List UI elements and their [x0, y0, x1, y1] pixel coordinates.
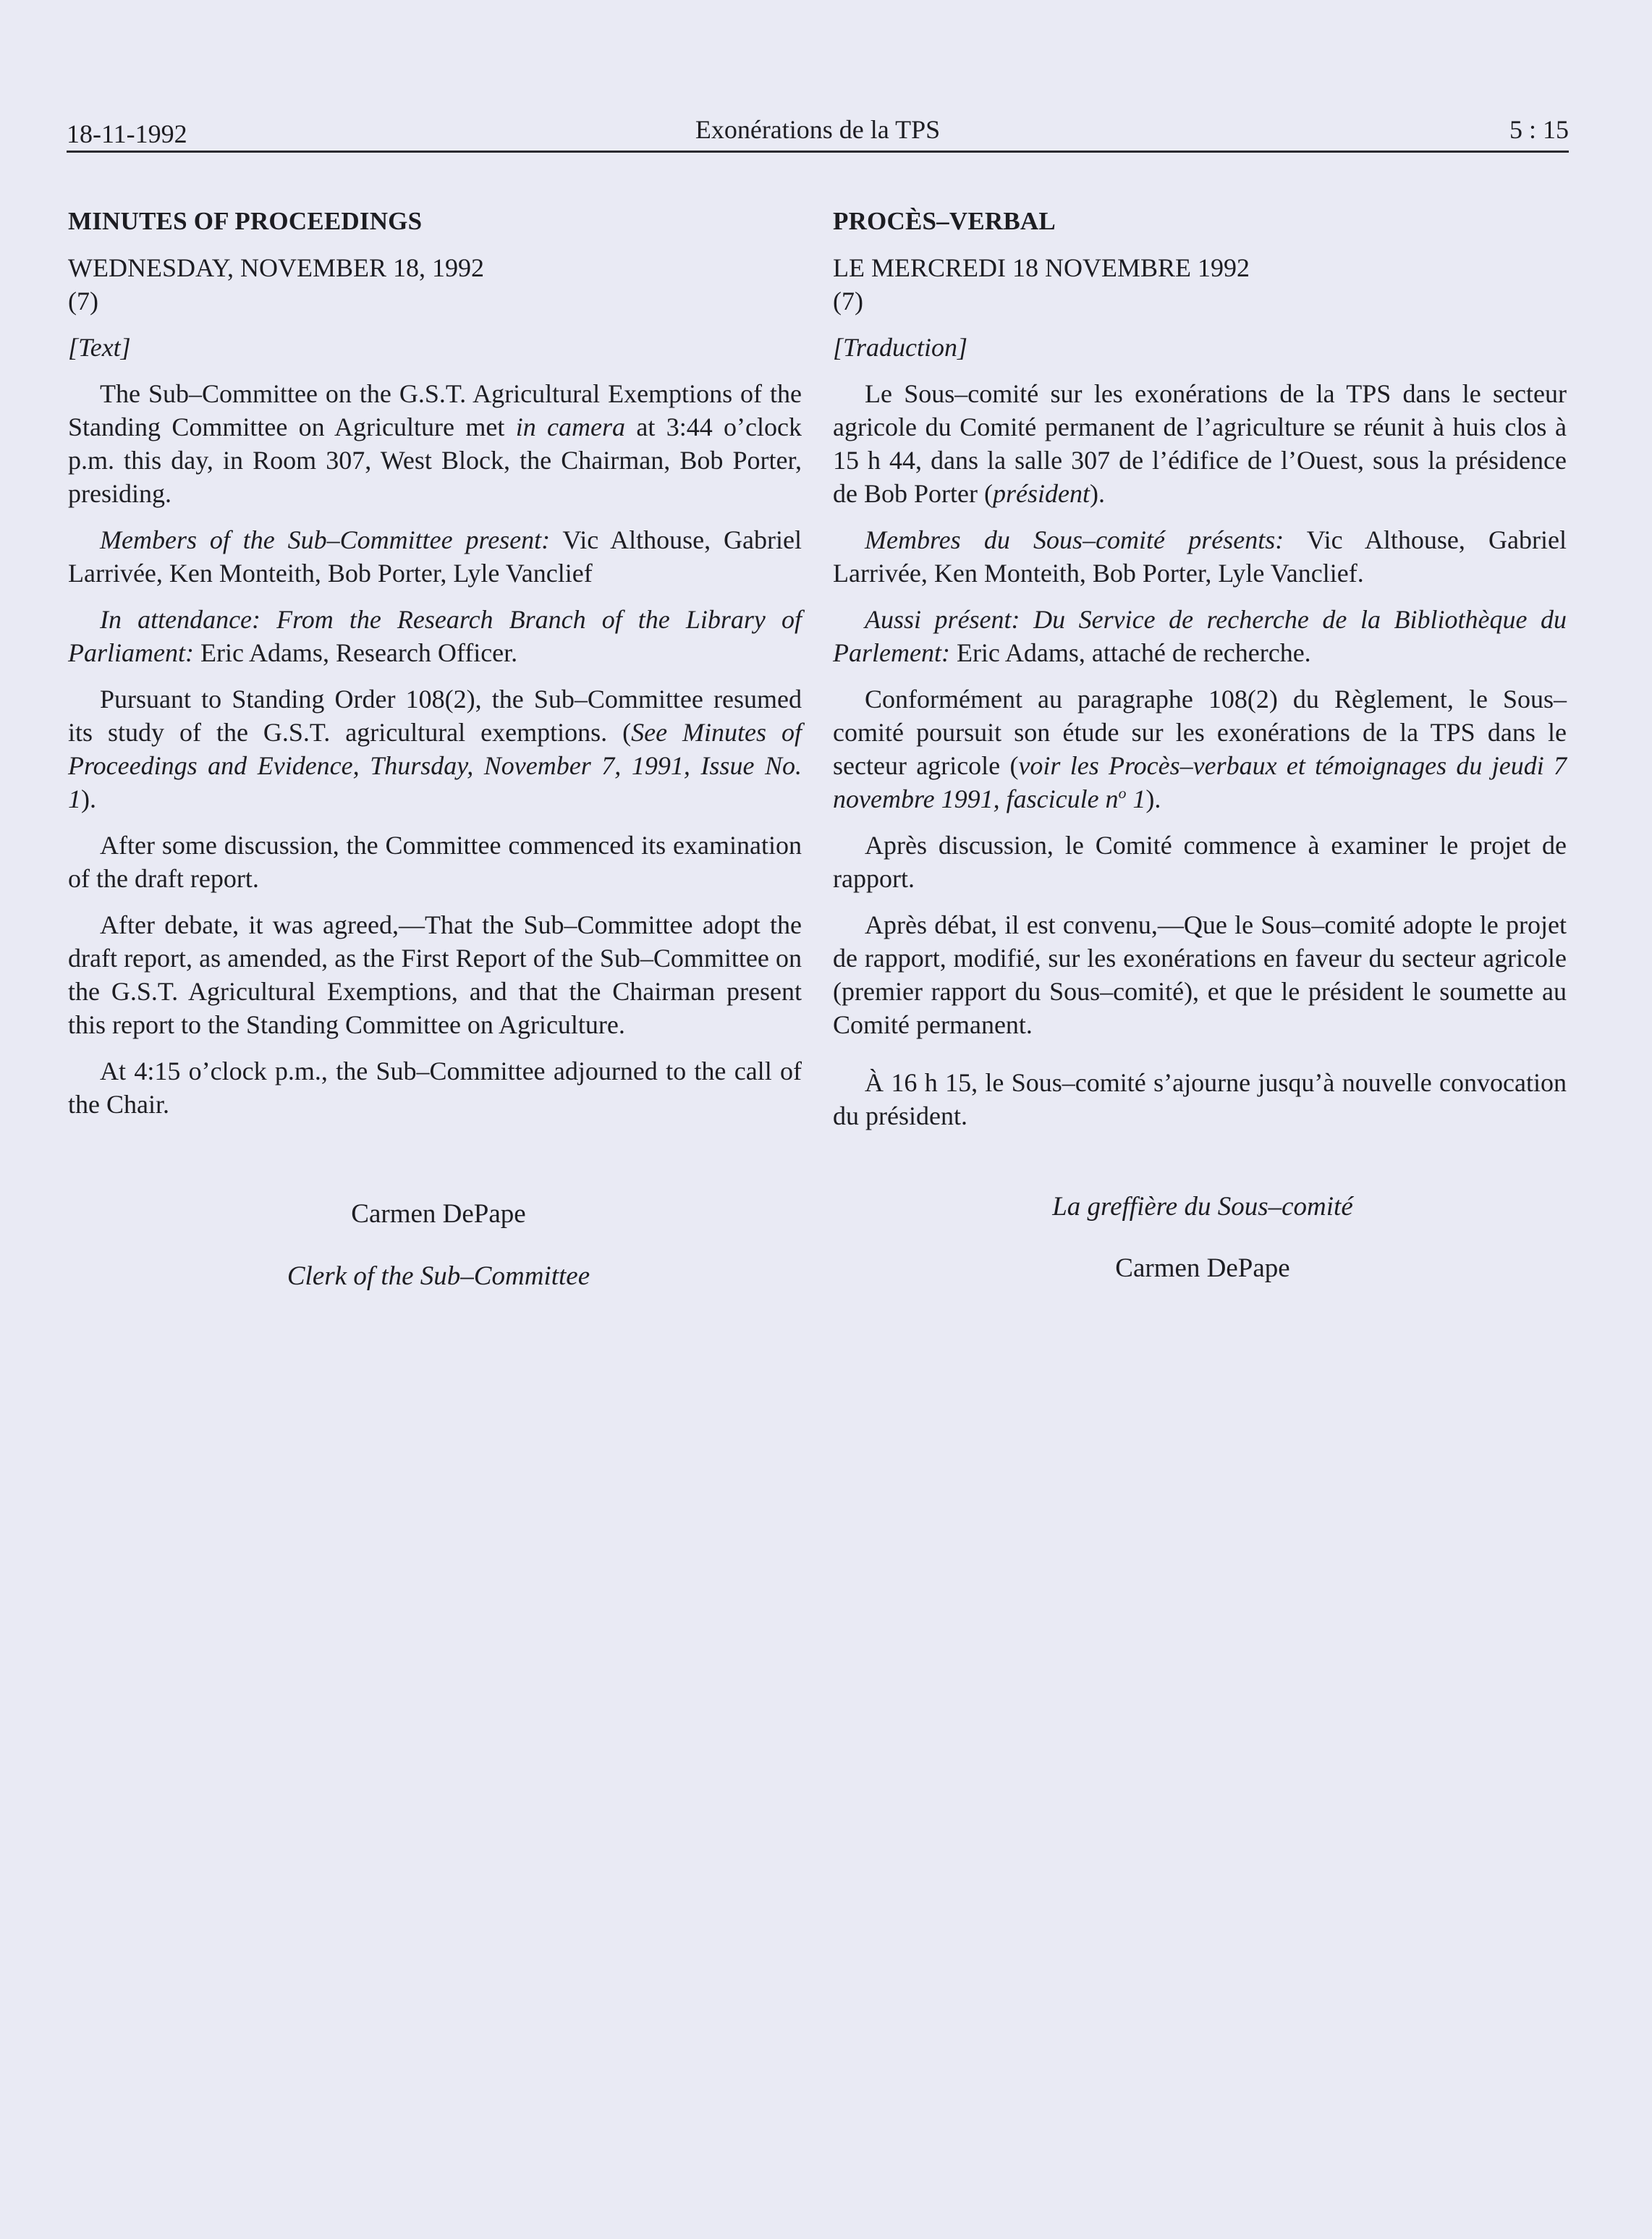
english-paragraph-study: Pursuant to Standing Order 108(2), the Sub–Committee resumed its study of the G.S.T. agricultural exemptions. (See Minutes of Proceedings and Evidence, Thursday, November 7, 1991, Issue No. 1). — [68, 685, 802, 813]
header-title: Exonérations de la TPS — [695, 115, 941, 144]
french-paragraph-study: Conformément au paragraphe 108(2) du Règlement, le Sous–comité poursuit son étude sur les exonérations de la TPS dans le secteur agricole (voir les Procès–verbaux et témoignages du jeudi 7 novembre 1991, fascicule $n^o$ 1). — [833, 685, 1567, 813]
english-paragraph-members: Members of the Sub–Committee present: Vic Althouse, Gabriel Larrivée, Ken Monteith, Bob Porter, Lyle Vanclief — [68, 525, 802, 588]
french-signature-name: Carmen DePape — [1115, 1253, 1290, 1283]
english-paragraph-attendance: In attendance: From the Research Branch of the Library of Parliament: Eric Adams, Research Officer. — [68, 605, 802, 667]
header-date: 18-11-1992 — [67, 119, 187, 148]
english-paragraph-adjourned: At 4:15 o’clock p.m., the Sub–Committee adjourned to the call of the Chair. — [68, 1057, 802, 1119]
french-paragraph-adjourned: À 16 h 15, le Sous–comité s’ajourne jusqu’à nouvelle convocation du président. — [833, 1068, 1567, 1130]
french-date: LE MERCREDI 18 NOVEMBRE 1992 — [833, 253, 1250, 282]
english-date: WEDNESDAY, NOVEMBER 18, 1992 — [68, 253, 485, 282]
english-paragraph-agreed: After debate, it was agreed,—That the Sub–Committee adopt the draft report, as amended, as the First Report of the Sub–Committee on the G.S.T. Agricultural Exemptions, and that the Chairman present this report to the Standing Committee on Agriculture. — [68, 910, 802, 1039]
header-page-number: 5 : 15 — [1509, 115, 1569, 144]
english-tag: [Text] — [68, 333, 131, 362]
french-signature-title: La greffière du Sous–comité — [1052, 1192, 1353, 1222]
french-heading: PROCÈS–VERBAL — [833, 207, 1056, 235]
english-signature-title: Clerk of the Sub–Committee — [287, 1261, 590, 1291]
english-paragraph-discussion: After some discussion, the Committee commenced its examination of the draft report. — [68, 831, 802, 893]
french-paragraph-attendance: Aussi présent: Du Service de recherche de la Bibliothèque du Parlement: Eric Adams, attaché de recherche. — [833, 605, 1567, 667]
french-paragraph-members: Membres du Sous–comité présents: Vic Althouse, Gabriel Larrivée, Ken Monteith, Bob Porter, Lyle Vanclief. — [833, 525, 1567, 588]
french-paragraph-agreed: Après débat, il est convenu,—Que le Sous–comité adopte le projet de rapport, modifié, sur les exonérations en faveur du secteur agricole (premier rapport du Sous–comité), et que le président le soumette au Comité permanent. — [833, 910, 1567, 1039]
english-paragraph-meeting: The Sub–Committee on the G.S.T. Agricultural Exemptions of the Standing Committee on Agriculture met in camera at 3:44 o’clock p.m. this day, in Room 307, West Block, the Chairman, Bob Porter, presiding. — [68, 379, 802, 508]
english-signature-name: Carmen DePape — [351, 1199, 526, 1229]
page-header — [67, 109, 1569, 153]
french-number: (7) — [833, 287, 863, 316]
french-paragraph-meeting: Le Sous–comité sur les exonérations de la TPS dans le secteur agricole du Comité permanent de l’agriculture se réunit à huis clos à 15 h 44, dans la salle 307 de l’édifice de l’Ouest, sous la présidence de Bob Porter (président). — [833, 379, 1567, 508]
english-heading: MINUTES OF PROCEEDINGS — [68, 207, 423, 235]
english-column — [68, 205, 802, 1134]
french-tag: [Traduction] — [833, 333, 968, 362]
french-paragraph-discussion: Après discussion, le Comité commence à examiner le projet de rapport. — [833, 831, 1567, 893]
english-number: (7) — [68, 287, 98, 316]
french-column — [833, 205, 1567, 1146]
